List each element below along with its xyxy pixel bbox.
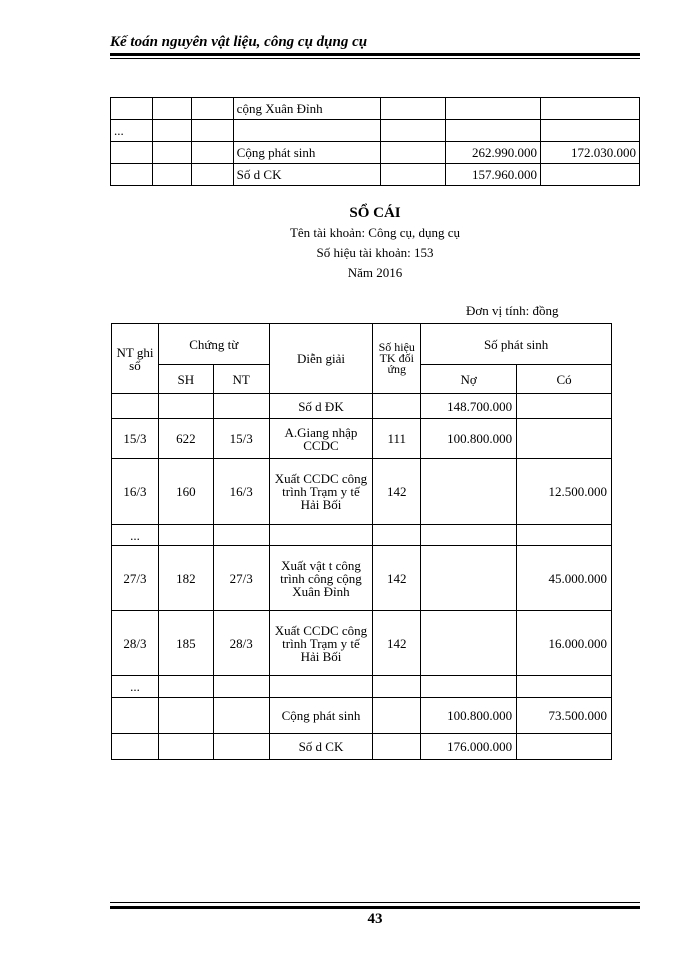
table-row	[111, 120, 640, 142]
credit-value: 45.000.000	[517, 546, 612, 611]
currency-unit: Đơn vị tính: đồng	[466, 303, 559, 318]
row-description: Số d ĐK	[269, 394, 373, 419]
table-row	[111, 164, 640, 186]
ledger-table	[111, 323, 612, 760]
ellipsis-marker: ...	[112, 525, 159, 546]
account-number: Số hiệu tài khoản: 153	[316, 245, 434, 260]
header-row	[112, 324, 612, 365]
debit-value: 157.960.000	[446, 164, 541, 186]
table-row: 16/3 160 16/3 Xuất CCDC công trình Trạm y tế Hải Bối 142 12.500.000	[112, 459, 612, 525]
row-description: A.Giang nhập CCDC	[269, 419, 373, 459]
debit-value	[421, 459, 517, 525]
debit-value: 100.800.000	[421, 698, 517, 734]
credit-value	[517, 394, 612, 419]
debit-value	[421, 611, 517, 676]
ellipsis-marker: ...	[111, 120, 153, 142]
credit-value	[541, 164, 640, 186]
credit-value	[517, 419, 612, 459]
credit-value: 73.500.000	[517, 698, 612, 734]
header-rule-thin	[110, 58, 640, 59]
table-row: 27/3 182 27/3 Xuất vật t công trình công cộng Xuân Đỉnh 142 45.000.000	[112, 546, 612, 611]
table-row: 15/3 622 15/3 A.Giang nhập CCDC 111 100.800.000	[112, 419, 612, 459]
ellipsis-marker: ...	[112, 676, 159, 698]
col-nt: NT	[213, 365, 269, 394]
table-row	[112, 676, 612, 698]
row-description: Số d CK	[233, 164, 381, 186]
row-description: Số d CK	[269, 734, 373, 760]
col-so-phat-sinh: Số phát sinh	[421, 324, 612, 365]
table-row	[112, 734, 612, 760]
credit-value	[517, 734, 612, 760]
row-description: Xuất vật t công trình công cộng Xuân Đỉnh	[269, 546, 373, 611]
debit-value: 262.990.000	[446, 142, 541, 164]
col-nt-ghi-so: NT ghi sổ	[112, 324, 159, 394]
page-header	[110, 32, 640, 52]
footer-rule-thick	[110, 906, 640, 909]
table-row	[112, 525, 612, 546]
col-no: Nợ	[421, 365, 517, 394]
header-title: Kế toán nguyên vật liệu, công cụ dụng cụ	[110, 34, 368, 50]
ledger-title: SỔ CÁI	[349, 205, 401, 221]
table-row	[111, 98, 640, 120]
col-sh: SH	[158, 365, 213, 394]
table-row	[112, 698, 612, 734]
footer-rule-thin	[110, 902, 640, 903]
debit-value: 100.800.000	[421, 419, 517, 459]
debit-value: 148.700.000	[421, 394, 517, 419]
col-co: Có	[517, 365, 612, 394]
table-row	[111, 142, 640, 164]
col-dien-giai: Diễn giải	[269, 324, 373, 394]
row-description: cộng Xuân Đỉnh	[233, 98, 381, 120]
credit-value: 12.500.000	[517, 459, 612, 525]
credit-value: 172.030.000	[541, 142, 640, 164]
row-description: Xuất CCDC công trình Trạm y tế Hải Bối	[269, 611, 373, 676]
col-so-hieu-tk: Số hiệu TK đối ứng	[373, 324, 421, 394]
top-ledger-table	[110, 97, 640, 186]
table-row	[112, 394, 612, 419]
row-description: Cộng phát sinh	[233, 142, 381, 164]
account-name: Tên tài khoản: Công cụ, dụng cụ	[289, 225, 461, 240]
row-description: Cộng phát sinh	[269, 698, 373, 734]
debit-value	[421, 546, 517, 611]
ledger-year: Năm 2016	[347, 265, 403, 280]
page-number: 43	[367, 911, 383, 927]
row-description: Xuất CCDC công trình Trạm y tế Hải Bối	[269, 459, 373, 525]
debit-value: 176.000.000	[421, 734, 517, 760]
col-chung-tu: Chứng từ	[158, 324, 269, 365]
credit-value: 16.000.000	[517, 611, 612, 676]
header-rule-thick	[110, 53, 640, 56]
table-row: 28/3 185 28/3 Xuất CCDC công trình Trạm y tế Hải Bối 142 16.000.000	[112, 611, 612, 676]
